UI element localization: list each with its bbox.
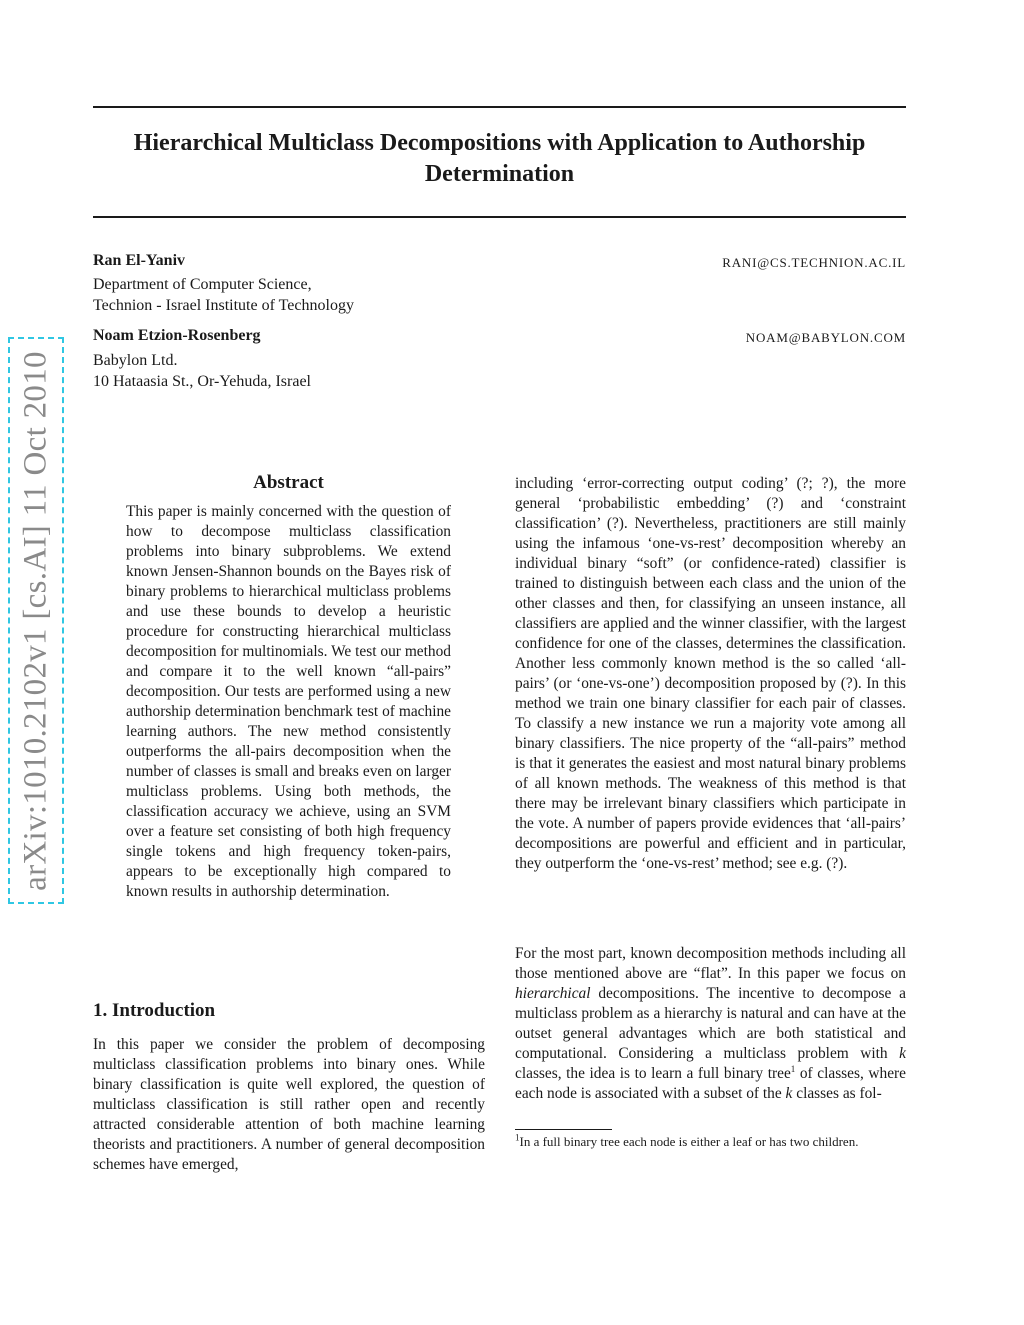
author-email-1: RANI@CS.TECHNION.AC.IL [722, 255, 906, 270]
arxiv-stamp [8, 337, 64, 904]
author-affiliation-2 [93, 350, 311, 392]
introduction-paragraph-1-right: including ‘error-correcting output coding’ (?; ?), the more general ‘probabilistic embedding’ (?) and ‘constraint classification’ (?). Nevertheless, practitioners are still mainly using the infamous ‘one-vs-rest’ decomposition whereby an individual binary “soft” (or confidence-rated) classifier is trained to distinguish between each class and the union of the other classes and then, for classifying an unseen instance, all classifiers are applied and the winner classifier, with the largest confidence for one of the classes, determines the classification. Another less commonly known method is the so called ‘all-pairs’ (or ‘one-vs-one’) decomposition proposed by (?). In this method we train one binary classifier for each pair of classes. To classify a new instance we run a majority vote among all binary classifiers. The nice property of the “all-pairs” method is that it generates the easiest and most natural binary problems of all known methods. The weakness of this method is that there may be irrelevant binary classifiers which participate in the vote. A number of papers provide evidences that ‘all-pairs’ decompositions are powerful and efficient and in particular, they outperform the ‘one-vs-rest’ method; see e.g. (?). [515, 475, 906, 872]
abstract-heading: Abstract [253, 472, 324, 493]
footnote-text: In a full binary tree each node is either a leaf or has two children. [519, 1134, 859, 1149]
footnote [515, 1133, 906, 1151]
intro-full-paragraph-1 [0, 0, 1, 1]
top-rule [93, 106, 906, 108]
author-name-1: Ran El-Yaniv [93, 252, 186, 269]
emphasis-text: hierarchical [515, 985, 591, 1002]
math-variable: k [899, 1045, 906, 1062]
affiliation-line: Department of Computer Science, [93, 276, 312, 293]
section-heading-introduction: 1. Introduction [93, 1000, 216, 1021]
affiliation-line: 10 Hataasia St., Or-Yehuda, Israel [93, 373, 311, 390]
abstract-text: This paper is mainly concerned with the question of how to decompose multiclass classification problems into binary subproblems. We extend known Jensen-Shannon bounds on the Bayes risk of binary problems to hierarchical multiclass problems and use these bounds to develop a heuristic procedure for constructing hierarchical multiclass decomposition for multinomials. We test our method and compare it to the well known “all-pairs” decomposition. Our tests are performed using a new authorship determination benchmark test of machine learning authors. The new method consistently outperforms the all-pairs decomposition when the number of classes is small and breaks even on larger multiclass problems. Using both methods, the classification accuracy we achieve, using an SVM over a feature set consisting of both high frequency single tokens and high frequency token-pairs, appears to be exceptionally high compared to known results in authorship determination. [126, 503, 451, 900]
introduction-paragraph-2 [515, 944, 906, 1104]
paragraph-text: For the most part, known decomposition methods including all those mentioned above are “flat”. In this paper we focus on [515, 945, 906, 982]
footnote-mark: 1 [515, 1132, 520, 1143]
paper-title: Hierarchical Multiclass Decompositions with Application to Authorship Determination [133, 130, 866, 187]
paragraph-text: classes as fol- [792, 1085, 882, 1102]
title-bottom-rule [93, 216, 906, 218]
footnote-rule [515, 1129, 612, 1130]
footnote-reference: 1 [790, 1063, 796, 1074]
author-affiliation-1 [93, 274, 354, 316]
paragraph-text: decompositions. The incentive to decompose a multiclass problem as a hierarchy is natural and can have at the outset general advantages which are both statistical and computational. Considering a multiclass problem with [515, 985, 906, 1062]
paragraph-text: classes, the idea is to learn a full binary tree [515, 1065, 791, 1082]
author-name-2: Noam Etzion-Rosenberg [93, 327, 261, 344]
affiliation-line: Babylon Ltd. [93, 352, 178, 369]
affiliation-line: Technion - Israel Institute of Technology [93, 297, 354, 314]
math-variable: k [785, 1085, 793, 1102]
introduction-paragraph-1-left: In this paper we consider the problem of decomposing multiclass classification problems into binary ones. While binary classification is quite well explored, the question of multiclass classification is still rather open and recently attracted considerable attention of both machine learning theorists and practitioners. A number of general decomposition schemes have emerged, [93, 1036, 485, 1173]
arxiv-identifier: arXiv:1010.2102v1 [cs.AI] 11 Oct 2010 [17, 350, 54, 891]
paragraph-text: of classes, where each node is associated with a subset of the [515, 1065, 907, 1102]
author-email-2: NOAM@BABYLON.COM [745, 330, 906, 345]
